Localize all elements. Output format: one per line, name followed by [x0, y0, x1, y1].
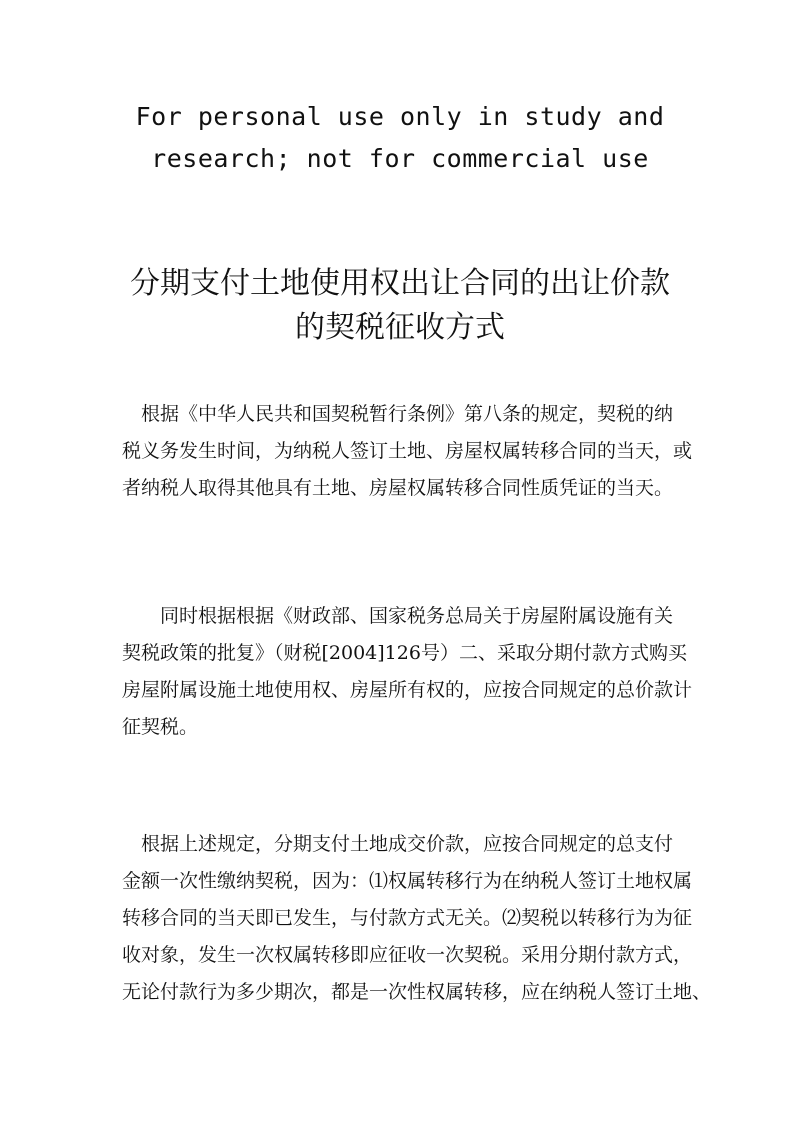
disclaimer-line-2: research; not for commercial use — [151, 144, 649, 173]
paragraph-line: 者纳税人取得其他具有土地、房屋权属转移合同性质凭证的当天。 — [122, 477, 674, 499]
paragraph-line: 金额一次性缴纳契税，因为：⑴权属转移行为在纳税人签订土地权属 — [122, 870, 693, 892]
paragraph-line: 同时根据根据《财政部、国家税务总局关于房屋附属设施有关 — [122, 605, 674, 627]
disclaimer-line-1: For personal use only in study and — [135, 102, 665, 131]
paragraph-line: 房屋附属设施土地使用权、房屋所有权的，应按合同规定的总价款计 — [122, 679, 693, 701]
paragraph-line: 根据上述规定，分期支付土地成交价款，应按合同规定的总支付 — [122, 833, 674, 855]
paragraph-1 — [122, 396, 692, 507]
paragraph-line: 无论付款行为多少期次，都是一次性权属转移，应在纳税人签订土地、 — [122, 981, 712, 1003]
document-title — [0, 262, 800, 350]
title-line-2: 的契税征收方式 — [295, 310, 505, 345]
disclaimer-notice — [0, 96, 800, 180]
paragraph-2 — [122, 598, 692, 746]
paragraph-line: 收对象，发生一次权属转移即应征收一次契税。采用分期付款方式， — [122, 944, 693, 966]
paragraph-line: 征契税。 — [122, 716, 199, 738]
paragraph-line: 根据《中华人民共和国契税暂行条例》第八条的规定，契税的纳 — [122, 403, 674, 425]
paragraph-3 — [122, 826, 711, 1011]
paragraph-line: 转移合同的当天即已发生，与付款方式无关。⑵契税以转移行为为征 — [122, 907, 693, 929]
title-line-1: 分期支付土地使用权出让合同的出让价款 — [130, 266, 670, 301]
paragraph-line: 契税政策的批复》（财税[2004]126号）二、采取分期付款方式购买 — [122, 642, 687, 664]
paragraph-line: 税义务发生时间，为纳税人签订土地、房屋权属转移合同的当天，或 — [122, 440, 693, 462]
